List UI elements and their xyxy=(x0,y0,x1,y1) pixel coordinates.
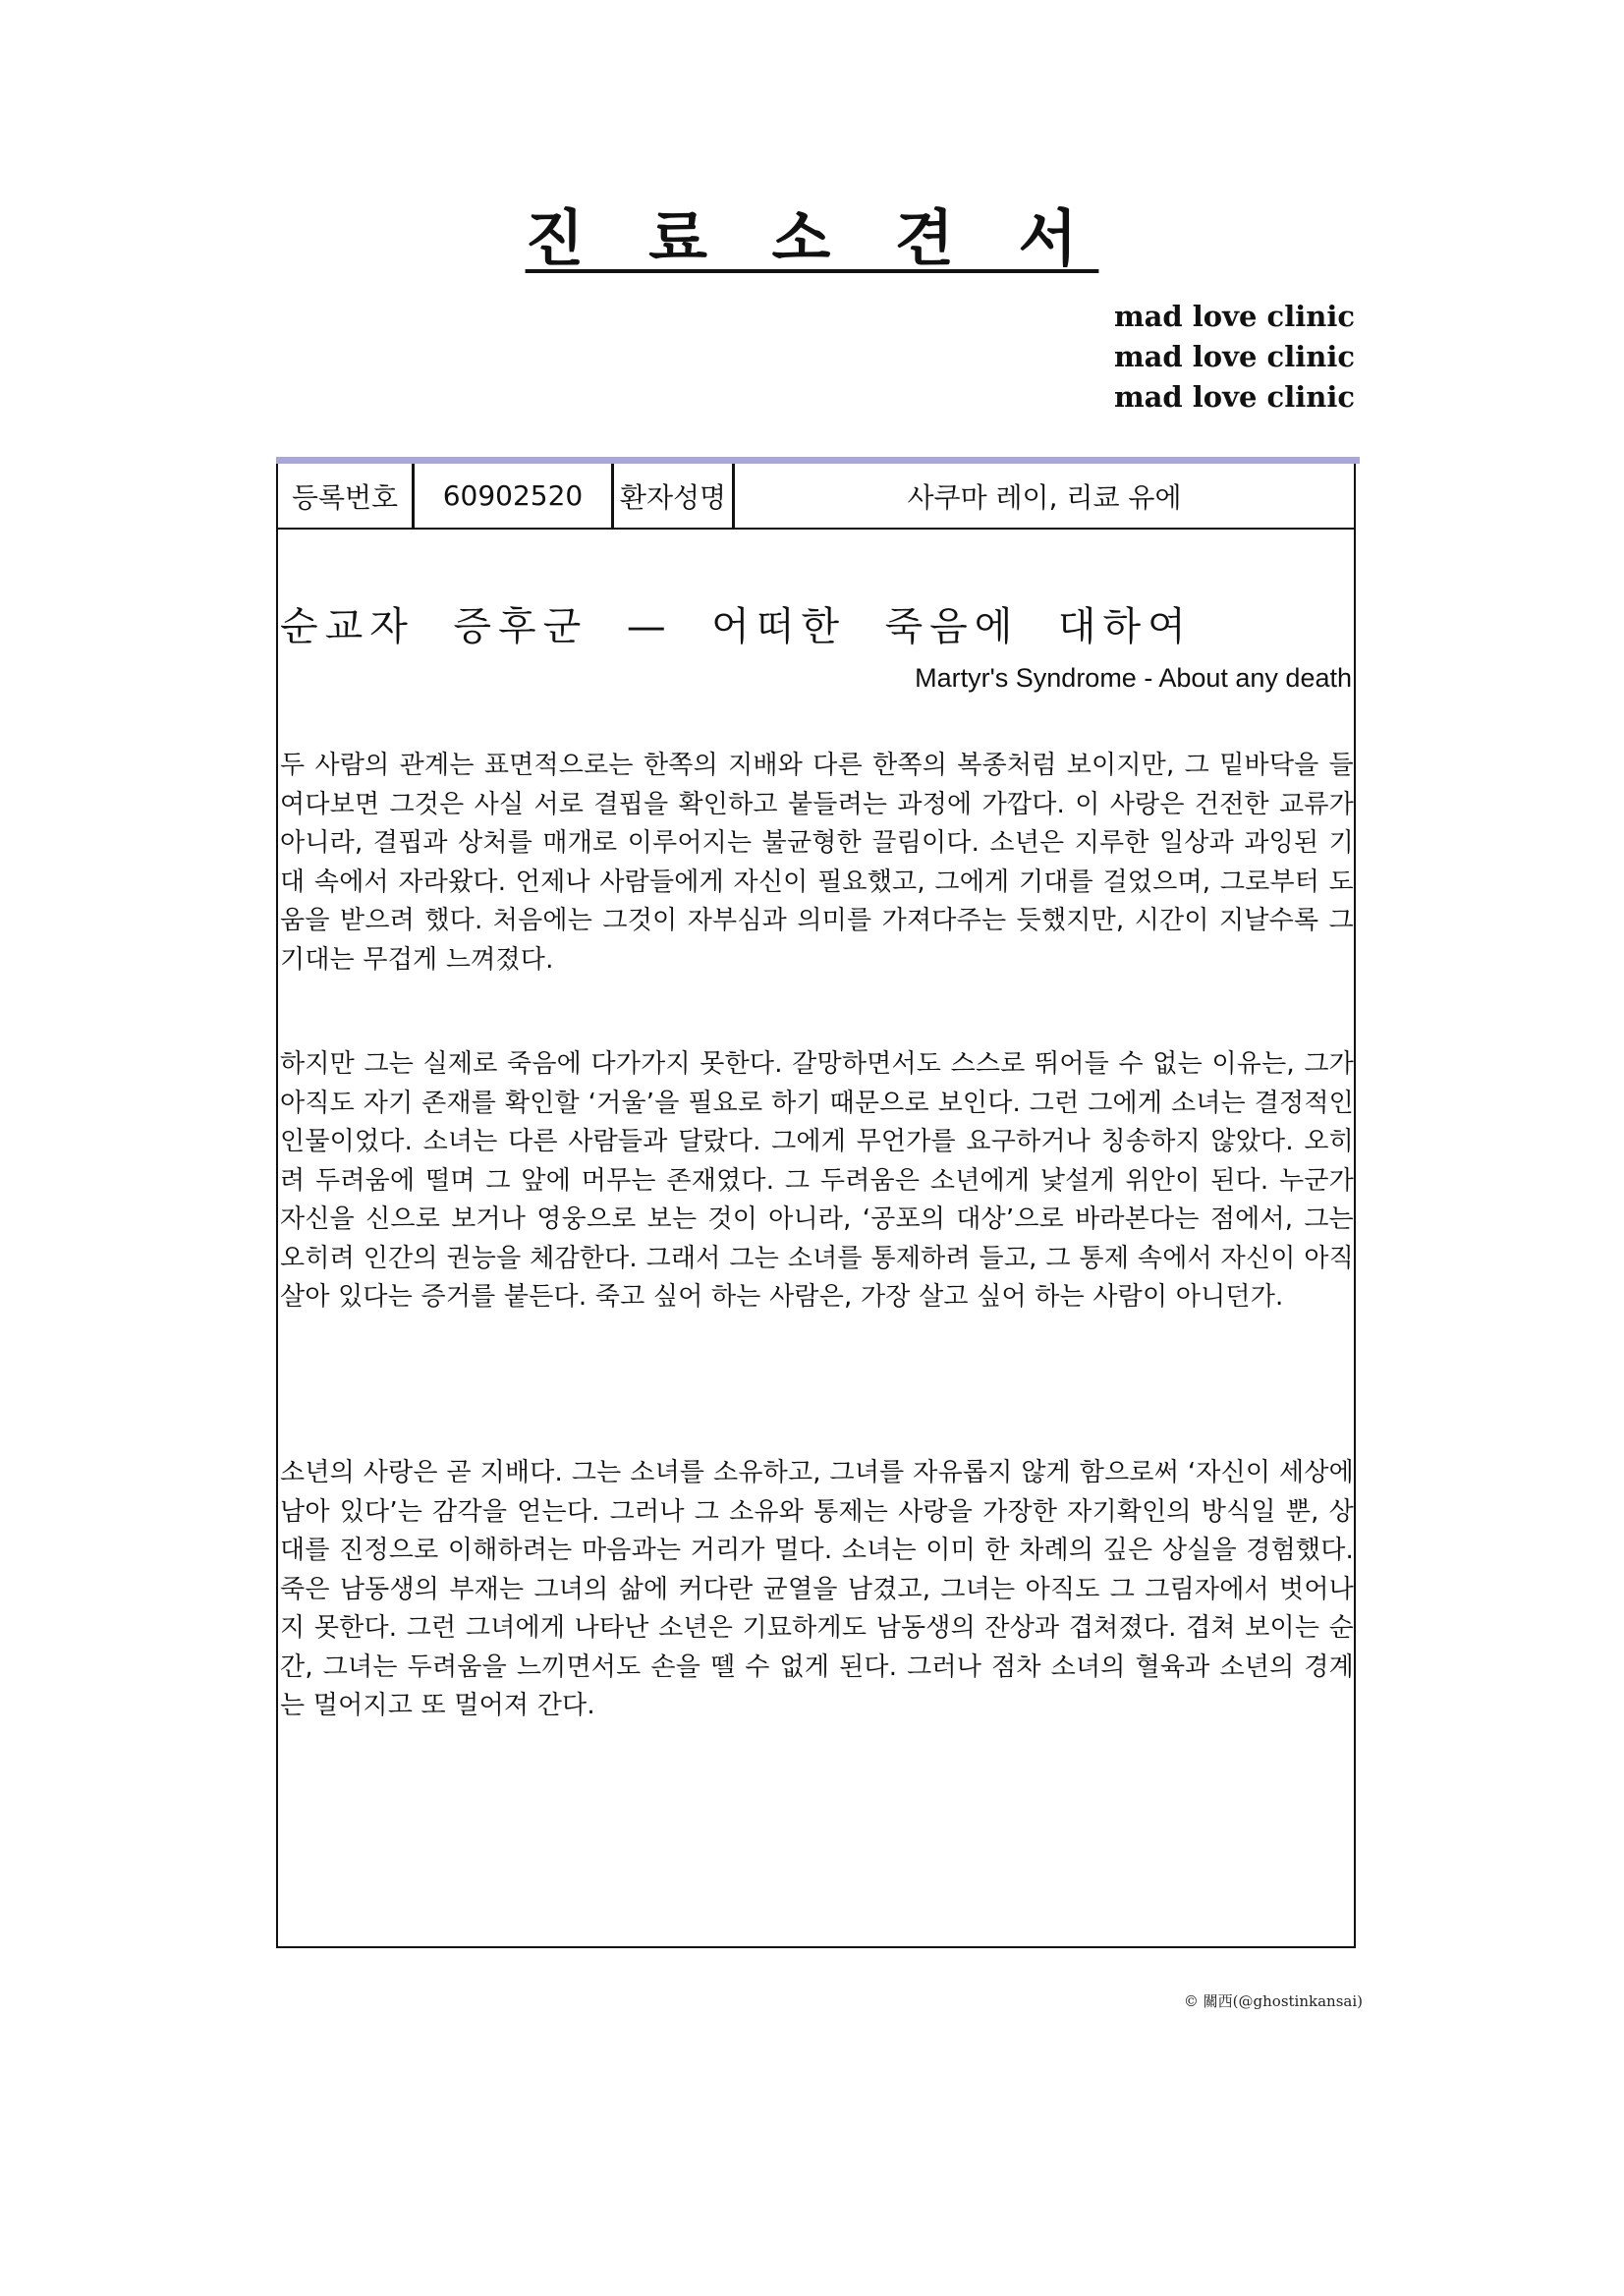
clinic-name-line-1: mad love clinic xyxy=(1113,300,1355,333)
body-paragraph-1: 두 사람의 관계는 표면적으로는 한쪽의 지배와 다른 한쪽의 복종처럼 보이지만, 그 밑바닥을 들여다보면 그것은 사실 서로 결핍을 확인하고 붙들려는 과정에 가깝다. 이 사랑은 건전한 교류가 아니라, 결핍과 상처를 매개로 이루어지는 불균형한 끌림이다. 소년은 지루한 일상과 과잉된 기대 속에서 자라왔다. 언제나 사람들에게 자신이 필요했고, 그에게 기대를 걸었으며, 그로부터 도움을 받으려 했다. 처음에는 그것이 자부심과 의미를 가져다주는 듯했지만, 시간이 지날수록 그 기대는 무겁게 느껴졌다. xyxy=(280,751,1354,975)
patient-name-value: 사쿠마 레이, 리쿄 유에 xyxy=(907,480,1182,514)
clinic-name-line-3: mad love clinic xyxy=(1113,380,1355,414)
diagnosis-heading: 순교자 증후군 — 어떠한 죽음에 대하여 xyxy=(280,604,1193,649)
diagnosis-form xyxy=(276,462,1356,1948)
patient-name-label: 환자성명 xyxy=(614,464,735,528)
registration-number-value: 60902520 xyxy=(415,464,614,528)
page-title-text: 진 료 소 견 서 xyxy=(525,202,1099,274)
body-paragraph-3: 소년의 사랑은 곧 지배다. 그는 소녀를 소유하고, 그녀를 자유롭지 않게 함으로써 ‘자신이 세상에 남아 있다’는 감각을 얻는다. 그러나 그 소유와 통제는 사랑을 가장한 자기확인의 방식일 뿐, 상대를 진정으로 이해하려는 마음과는 거리가 멀다. 소녀는 이미 한 차례의 깊은 상실을 경험했다. 죽은 남동생의 부재는 그녀의 삶에 커다란 균열을 남겼고, 그녀는 아직도 그 그림자에서 벗어나지 못한다. 그런 그녀에게 나타난 소년은 기묘하게도 남동생의 잔상과 겹쳐졌다. 겹쳐 보이는 순간, 그녀는 두려움을 느끼면서도 손을 뗄 수 없게 된다. 그러나 점차 소녀의 혈육과 소년의 경계는 멀어지고 또 멀어져 간다. xyxy=(280,1458,1354,1720)
page-title xyxy=(0,201,1624,276)
registration-number-label: 등록번호 xyxy=(278,464,415,528)
copyright-notice: © 關西(@ghostinkansai) xyxy=(1183,1992,1363,2010)
body-paragraph-2: 하지만 그는 실제로 죽음에 다가가지 못한다. 갈망하면서도 스스로 뛰어들 수 없는 이유는, 그가 아직도 자기 존재를 확인할 ‘거울’을 필요로 하기 때문으로 보인다. 그런 그에게 소녀는 결정적인 인물이었다. 소녀는 다른 사람들과 달랐다. 그에게 무언가를 요구하거나 칭송하지 않았다. 오히려 두려움에 떨며 그 앞에 머무는 존재였다. 그 두려움은 소년에게 낯설게 위안이 된다. 누군가 자신을 신으로 보거나 영웅으로 보는 것이 아니라, ‘공포의 대상’으로 바라본다는 점에서, 그는 오히려 인간의 권능을 체감한다. 그래서 그는 소녀를 통제하려 들고, 그 통제 속에서 자신이 아직 살아 있다는 증거를 붙든다. 죽고 싶어 하는 사람은, 가장 살고 싶어 하는 사람이 아니던가. xyxy=(280,1049,1354,1312)
diagnosis-heading-english: Martyr's Syndrome - About any death xyxy=(915,663,1352,693)
form-header-row xyxy=(278,464,1354,530)
form-accent-bar xyxy=(276,457,1360,464)
clinic-name-line-2: mad love clinic xyxy=(1113,340,1355,373)
